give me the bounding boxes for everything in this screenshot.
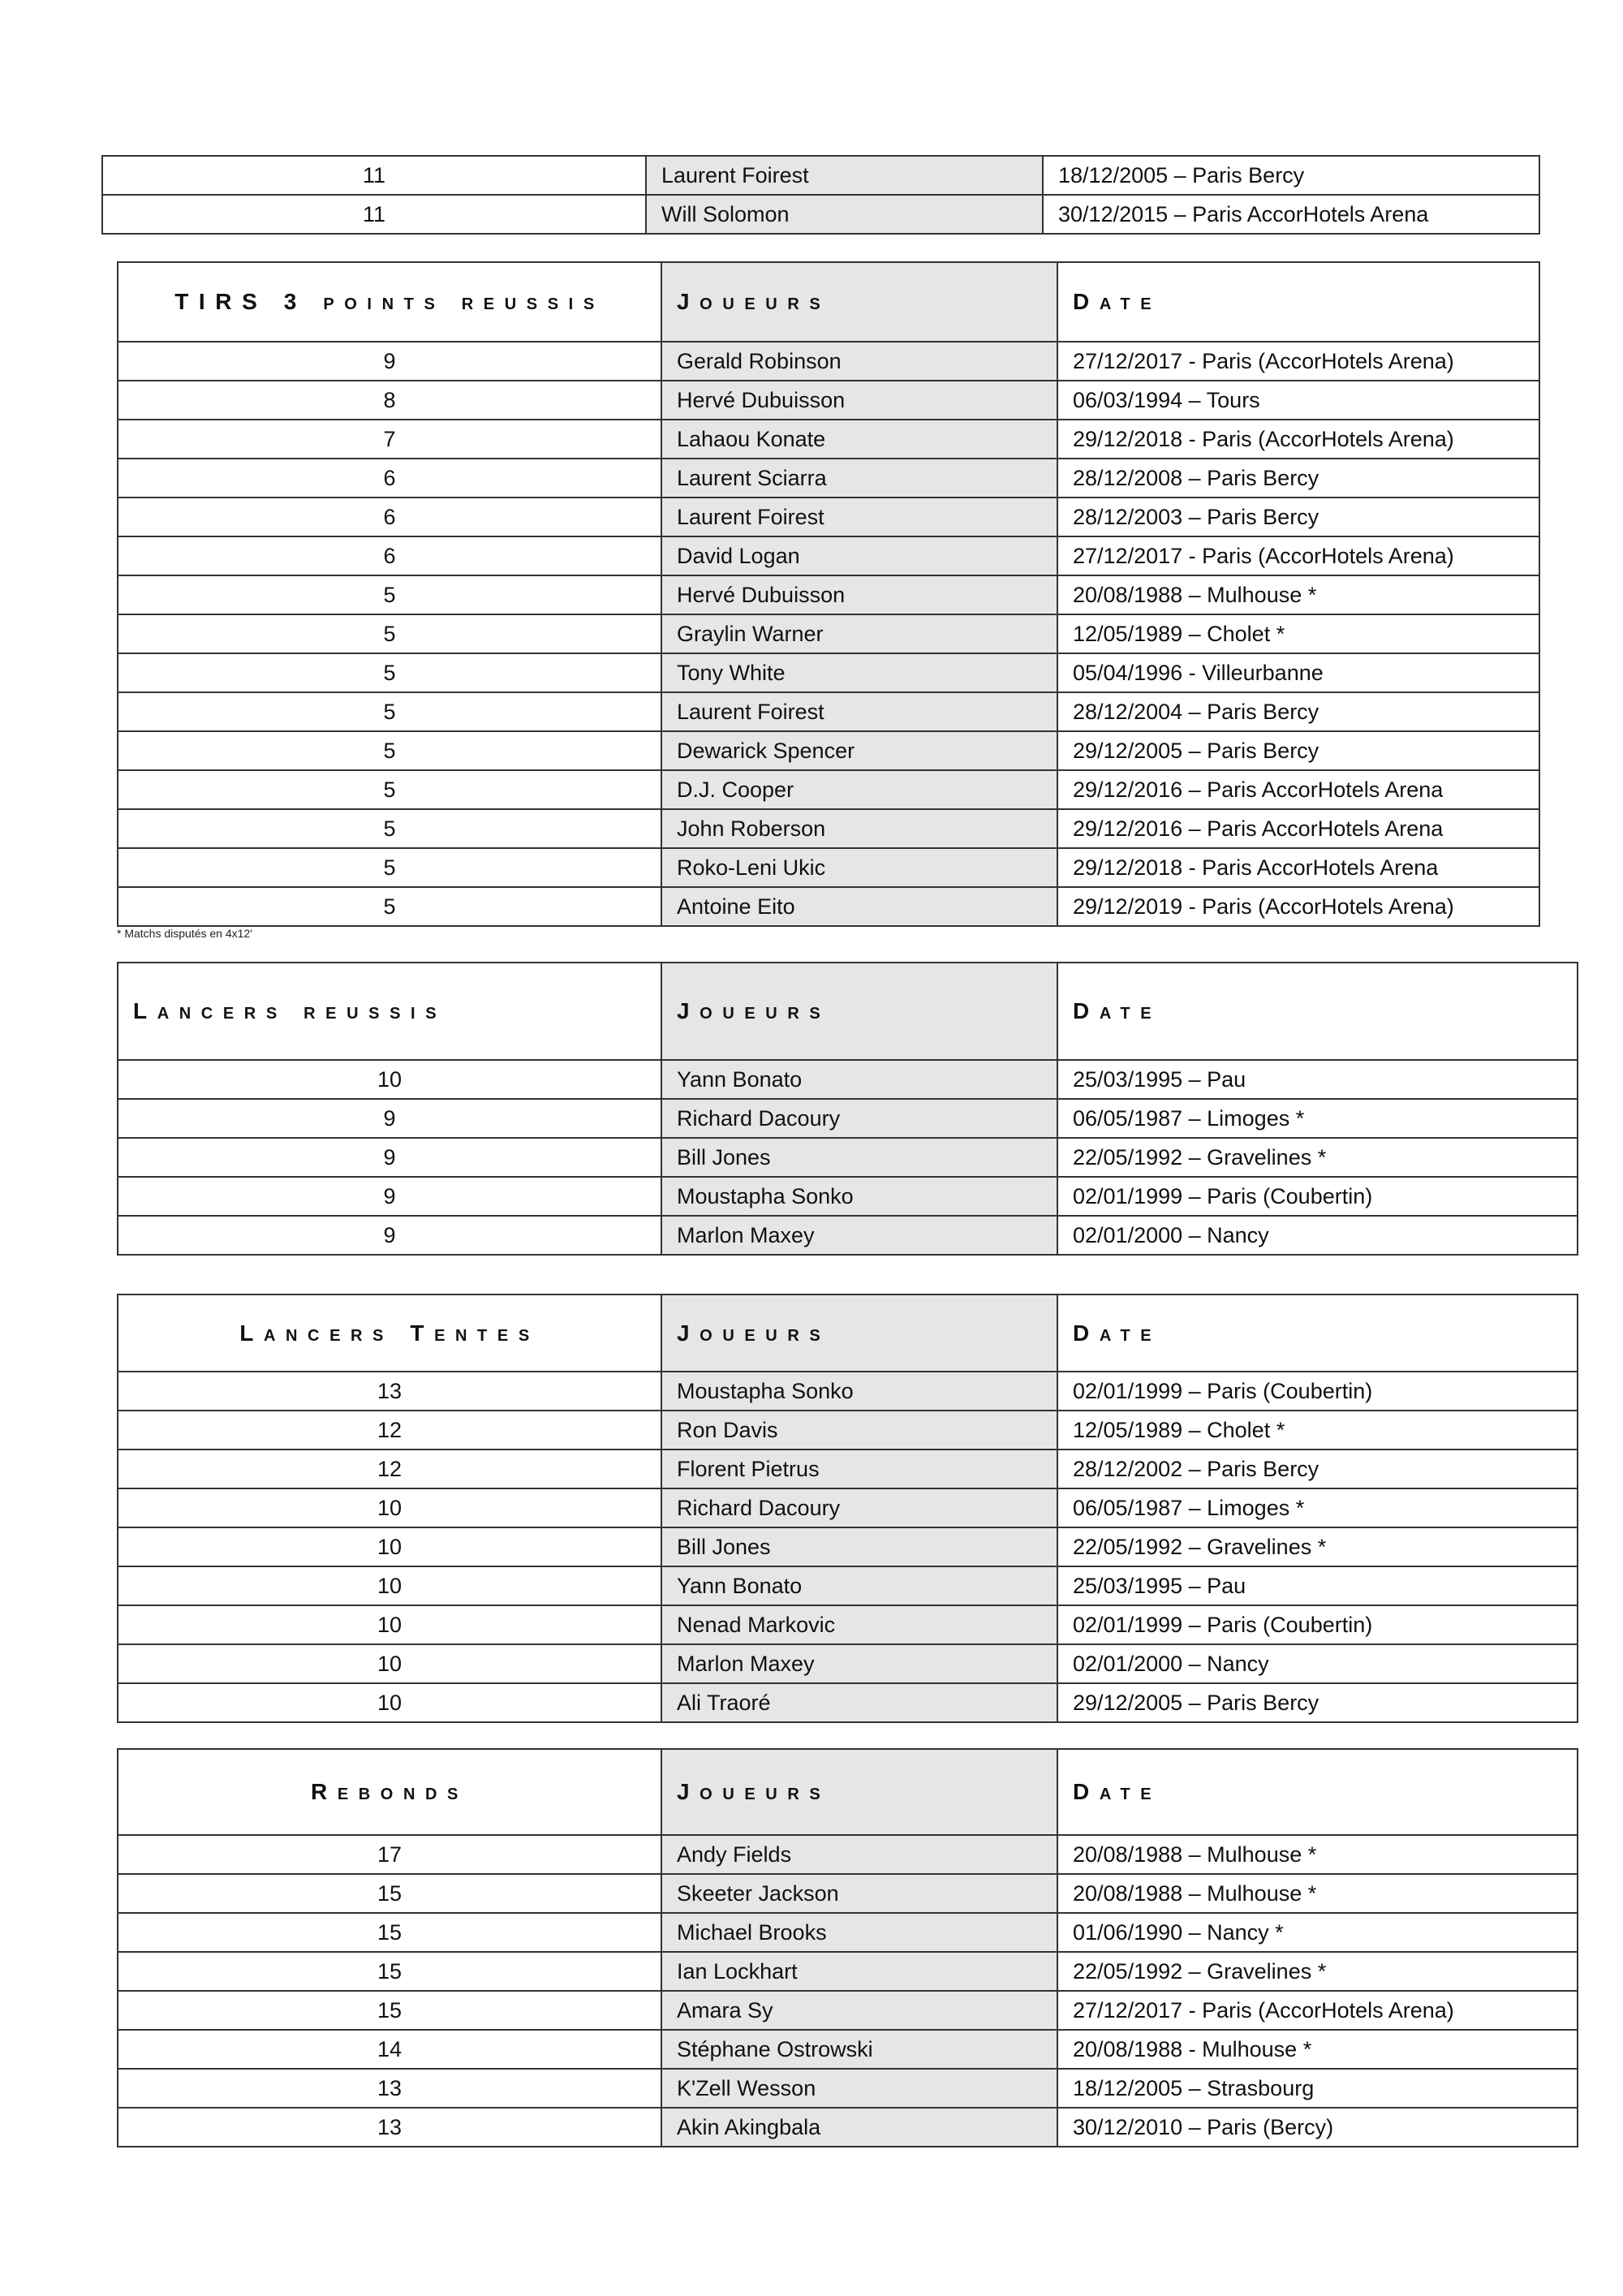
header-date: Date bbox=[1057, 262, 1539, 342]
value-cell: 7 bbox=[118, 420, 661, 459]
player-cell: Gerald Robinson bbox=[661, 342, 1057, 381]
table-row bbox=[118, 1450, 1578, 1488]
date-cell: 29/12/2016 – Paris AccorHotels Arena bbox=[1057, 809, 1539, 848]
date-cell: 18/12/2005 – Paris Bercy bbox=[1043, 156, 1539, 195]
value-cell: 10 bbox=[118, 1605, 661, 1644]
table-header-row bbox=[118, 1294, 1578, 1372]
value-cell: 17 bbox=[118, 1835, 661, 1874]
value-cell: 13 bbox=[118, 2108, 661, 2147]
date-cell: 29/12/2018 - Paris (AccorHotels Arena) bbox=[1057, 420, 1539, 459]
player-cell: Ali Traoré bbox=[661, 1683, 1057, 1722]
date-cell: 29/12/2019 - Paris (AccorHotels Arena) bbox=[1057, 887, 1539, 926]
player-cell: Bill Jones bbox=[661, 1527, 1057, 1566]
player-cell: Graylin Warner bbox=[661, 614, 1057, 653]
table-row bbox=[118, 2030, 1578, 2069]
table-row bbox=[118, 1644, 1578, 1683]
value-cell: 10 bbox=[118, 1683, 661, 1722]
player-cell: Lahaou Konate bbox=[661, 420, 1057, 459]
table-rebounds bbox=[117, 1748, 1578, 2147]
table-row bbox=[102, 195, 1539, 234]
value-cell: 6 bbox=[118, 498, 661, 536]
date-cell: 29/12/2018 - Paris AccorHotels Arena bbox=[1057, 848, 1539, 887]
value-cell: 5 bbox=[118, 575, 661, 614]
table-row bbox=[118, 1138, 1578, 1177]
player-cell: D.J. Cooper bbox=[661, 770, 1057, 809]
date-cell: 22/05/1992 – Gravelines * bbox=[1057, 1138, 1578, 1177]
player-cell: Bill Jones bbox=[661, 1138, 1057, 1177]
value-cell: 5 bbox=[118, 614, 661, 653]
date-cell: 20/08/1988 – Mulhouse * bbox=[1057, 1835, 1578, 1874]
date-cell: 06/03/1994 – Tours bbox=[1057, 381, 1539, 420]
table-row bbox=[118, 536, 1539, 575]
date-cell: 02/01/2000 – Nancy bbox=[1057, 1644, 1578, 1683]
table-row bbox=[118, 1099, 1578, 1138]
date-cell: 06/05/1987 – Limoges * bbox=[1057, 1099, 1578, 1138]
date-cell: 27/12/2017 - Paris (AccorHotels Arena) bbox=[1057, 342, 1539, 381]
value-cell: 11 bbox=[102, 195, 646, 234]
header-players: Joueurs bbox=[661, 1749, 1057, 1835]
player-cell: Florent Pietrus bbox=[661, 1450, 1057, 1488]
date-cell: 20/08/1988 - Mulhouse * bbox=[1057, 2030, 1578, 2069]
value-cell: 5 bbox=[118, 653, 661, 692]
table-3pt-made bbox=[117, 261, 1540, 927]
player-cell: Laurent Sciarra bbox=[661, 459, 1057, 498]
date-cell: 20/08/1988 – Mulhouse * bbox=[1057, 1874, 1578, 1913]
table-row bbox=[118, 1488, 1578, 1527]
value-cell: 5 bbox=[118, 731, 661, 770]
date-cell: 22/05/1992 – Gravelines * bbox=[1057, 1952, 1578, 1991]
date-cell: 25/03/1995 – Pau bbox=[1057, 1060, 1578, 1099]
player-cell: Stéphane Ostrowski bbox=[661, 2030, 1057, 2069]
player-cell: Hervé Dubuisson bbox=[661, 575, 1057, 614]
table-row bbox=[118, 1566, 1578, 1605]
player-cell: Will Solomon bbox=[646, 195, 1043, 234]
player-cell: David Logan bbox=[661, 536, 1057, 575]
header-date: Date bbox=[1057, 1294, 1578, 1372]
date-cell: 02/01/1999 – Paris (Coubertin) bbox=[1057, 1372, 1578, 1411]
table-row bbox=[118, 887, 1539, 926]
table-row bbox=[118, 1060, 1578, 1099]
date-cell: 29/12/2016 – Paris AccorHotels Arena bbox=[1057, 770, 1539, 809]
value-cell: 9 bbox=[118, 1177, 661, 1216]
table-row bbox=[118, 848, 1539, 887]
date-cell: 12/05/1989 – Cholet * bbox=[1057, 614, 1539, 653]
date-cell: 25/03/1995 – Pau bbox=[1057, 1566, 1578, 1605]
player-cell: John Roberson bbox=[661, 809, 1057, 848]
header-players: Joueurs bbox=[661, 262, 1057, 342]
table-header-row bbox=[118, 262, 1539, 342]
table-row bbox=[118, 692, 1539, 731]
player-cell: Amara Sy bbox=[661, 1991, 1057, 2030]
player-cell: Yann Bonato bbox=[661, 1566, 1057, 1605]
player-cell: Richard Dacoury bbox=[661, 1488, 1057, 1527]
date-cell: 27/12/2017 - Paris (AccorHotels Arena) bbox=[1057, 536, 1539, 575]
table-row bbox=[118, 1683, 1578, 1722]
header-stat: Rebonds bbox=[118, 1749, 661, 1835]
date-cell: 27/12/2017 - Paris (AccorHotels Arena) bbox=[1057, 1991, 1578, 2030]
value-cell: 6 bbox=[118, 536, 661, 575]
value-cell: 8 bbox=[118, 381, 661, 420]
value-cell: 10 bbox=[118, 1566, 661, 1605]
table-header-row bbox=[118, 1749, 1578, 1835]
table-row bbox=[118, 731, 1539, 770]
header-players: Joueurs bbox=[661, 963, 1057, 1060]
table-row bbox=[118, 575, 1539, 614]
value-cell: 9 bbox=[118, 1138, 661, 1177]
date-cell: 28/12/2003 – Paris Bercy bbox=[1057, 498, 1539, 536]
header-date: Date bbox=[1057, 1749, 1578, 1835]
value-cell: 12 bbox=[118, 1411, 661, 1450]
value-cell: 10 bbox=[118, 1488, 661, 1527]
value-cell: 9 bbox=[118, 1099, 661, 1138]
table-row bbox=[118, 342, 1539, 381]
table-row bbox=[118, 1605, 1578, 1644]
date-cell: 02/01/1999 – Paris (Coubertin) bbox=[1057, 1177, 1578, 1216]
table-row bbox=[118, 1835, 1578, 1874]
value-cell: 15 bbox=[118, 1874, 661, 1913]
player-cell: Ian Lockhart bbox=[661, 1952, 1057, 1991]
table-row bbox=[118, 653, 1539, 692]
table-row bbox=[118, 2069, 1578, 2108]
value-cell: 5 bbox=[118, 809, 661, 848]
date-cell: 12/05/1989 – Cholet * bbox=[1057, 1411, 1578, 1450]
value-cell: 10 bbox=[118, 1527, 661, 1566]
date-cell: 01/06/1990 – Nancy * bbox=[1057, 1913, 1578, 1952]
player-cell: Skeeter Jackson bbox=[661, 1874, 1057, 1913]
date-cell: 29/12/2005 – Paris Bercy bbox=[1057, 731, 1539, 770]
table-row bbox=[118, 420, 1539, 459]
player-cell: Tony White bbox=[661, 653, 1057, 692]
header-players: Joueurs bbox=[661, 1294, 1057, 1372]
table-row bbox=[102, 156, 1539, 195]
player-cell: Andy Fields bbox=[661, 1835, 1057, 1874]
date-cell: 02/01/1999 – Paris (Coubertin) bbox=[1057, 1605, 1578, 1644]
header-stat: Lancers Tentes bbox=[118, 1294, 661, 1372]
player-cell: Akin Akingbala bbox=[661, 2108, 1057, 2147]
value-cell: 9 bbox=[118, 342, 661, 381]
table-row bbox=[118, 459, 1539, 498]
player-cell: Moustapha Sonko bbox=[661, 1372, 1057, 1411]
player-cell: Hervé Dubuisson bbox=[661, 381, 1057, 420]
date-cell: 02/01/2000 – Nancy bbox=[1057, 1216, 1578, 1255]
value-cell: 13 bbox=[118, 1372, 661, 1411]
date-cell: 06/05/1987 – Limoges * bbox=[1057, 1488, 1578, 1527]
table-ft-made bbox=[117, 962, 1578, 1256]
date-cell: 28/12/2002 – Paris Bercy bbox=[1057, 1450, 1578, 1488]
table-row bbox=[118, 1991, 1578, 2030]
table-row bbox=[118, 1411, 1578, 1450]
table-points-top bbox=[101, 155, 1540, 235]
player-cell: Nenad Markovic bbox=[661, 1605, 1057, 1644]
player-cell: Michael Brooks bbox=[661, 1913, 1057, 1952]
table-row bbox=[118, 2108, 1578, 2147]
header-stat: Lancers reussis bbox=[118, 963, 661, 1060]
player-cell: Marlon Maxey bbox=[661, 1216, 1057, 1255]
player-cell: Marlon Maxey bbox=[661, 1644, 1057, 1683]
value-cell: 5 bbox=[118, 848, 661, 887]
table-row bbox=[118, 614, 1539, 653]
table-row bbox=[118, 1527, 1578, 1566]
player-cell: Laurent Foirest bbox=[661, 498, 1057, 536]
player-cell: Roko-Leni Ukic bbox=[661, 848, 1057, 887]
table-header-row bbox=[118, 963, 1578, 1060]
table-row bbox=[118, 1216, 1578, 1255]
table-row bbox=[118, 1913, 1578, 1952]
header-stat: TIRS 3 points reussis bbox=[118, 262, 661, 342]
value-cell: 10 bbox=[118, 1644, 661, 1683]
table-row bbox=[118, 809, 1539, 848]
player-cell: Ron Davis bbox=[661, 1411, 1057, 1450]
table-row bbox=[118, 1177, 1578, 1216]
date-cell: 28/12/2004 – Paris Bercy bbox=[1057, 692, 1539, 731]
table-ft-attempted bbox=[117, 1294, 1578, 1723]
value-cell: 5 bbox=[118, 887, 661, 926]
player-cell: Laurent Foirest bbox=[661, 692, 1057, 731]
table-row bbox=[118, 770, 1539, 809]
value-cell: 5 bbox=[118, 692, 661, 731]
value-cell: 13 bbox=[118, 2069, 661, 2108]
date-cell: 30/12/2010 – Paris (Bercy) bbox=[1057, 2108, 1578, 2147]
date-cell: 29/12/2005 – Paris Bercy bbox=[1057, 1683, 1578, 1722]
player-cell: Antoine Eito bbox=[661, 887, 1057, 926]
table-row bbox=[118, 1952, 1578, 1991]
date-cell: 05/04/1996 - Villeurbanne bbox=[1057, 653, 1539, 692]
player-cell: Laurent Foirest bbox=[646, 156, 1043, 195]
date-cell: 30/12/2015 – Paris AccorHotels Arena bbox=[1043, 195, 1539, 234]
date-cell: 20/08/1988 – Mulhouse * bbox=[1057, 575, 1539, 614]
value-cell: 14 bbox=[118, 2030, 661, 2069]
value-cell: 5 bbox=[118, 770, 661, 809]
player-cell: Dewarick Spencer bbox=[661, 731, 1057, 770]
player-cell: Richard Dacoury bbox=[661, 1099, 1057, 1138]
header-date: Date bbox=[1057, 963, 1578, 1060]
player-cell: Moustapha Sonko bbox=[661, 1177, 1057, 1216]
player-cell: Yann Bonato bbox=[661, 1060, 1057, 1099]
player-cell: K'Zell Wesson bbox=[661, 2069, 1057, 2108]
date-cell: 22/05/1992 – Gravelines * bbox=[1057, 1527, 1578, 1566]
date-cell: 28/12/2008 – Paris Bercy bbox=[1057, 459, 1539, 498]
value-cell: 15 bbox=[118, 1991, 661, 2030]
value-cell: 6 bbox=[118, 459, 661, 498]
table-row bbox=[118, 381, 1539, 420]
table-row bbox=[118, 1874, 1578, 1913]
value-cell: 10 bbox=[118, 1060, 661, 1099]
footnote: * Matchs disputés en 4x12' bbox=[117, 927, 252, 940]
value-cell: 15 bbox=[118, 1952, 661, 1991]
table-row bbox=[118, 1372, 1578, 1411]
value-cell: 12 bbox=[118, 1450, 661, 1488]
value-cell: 11 bbox=[102, 156, 646, 195]
date-cell: 18/12/2005 – Strasbourg bbox=[1057, 2069, 1578, 2108]
value-cell: 15 bbox=[118, 1913, 661, 1952]
value-cell: 9 bbox=[118, 1216, 661, 1255]
table-row bbox=[118, 498, 1539, 536]
